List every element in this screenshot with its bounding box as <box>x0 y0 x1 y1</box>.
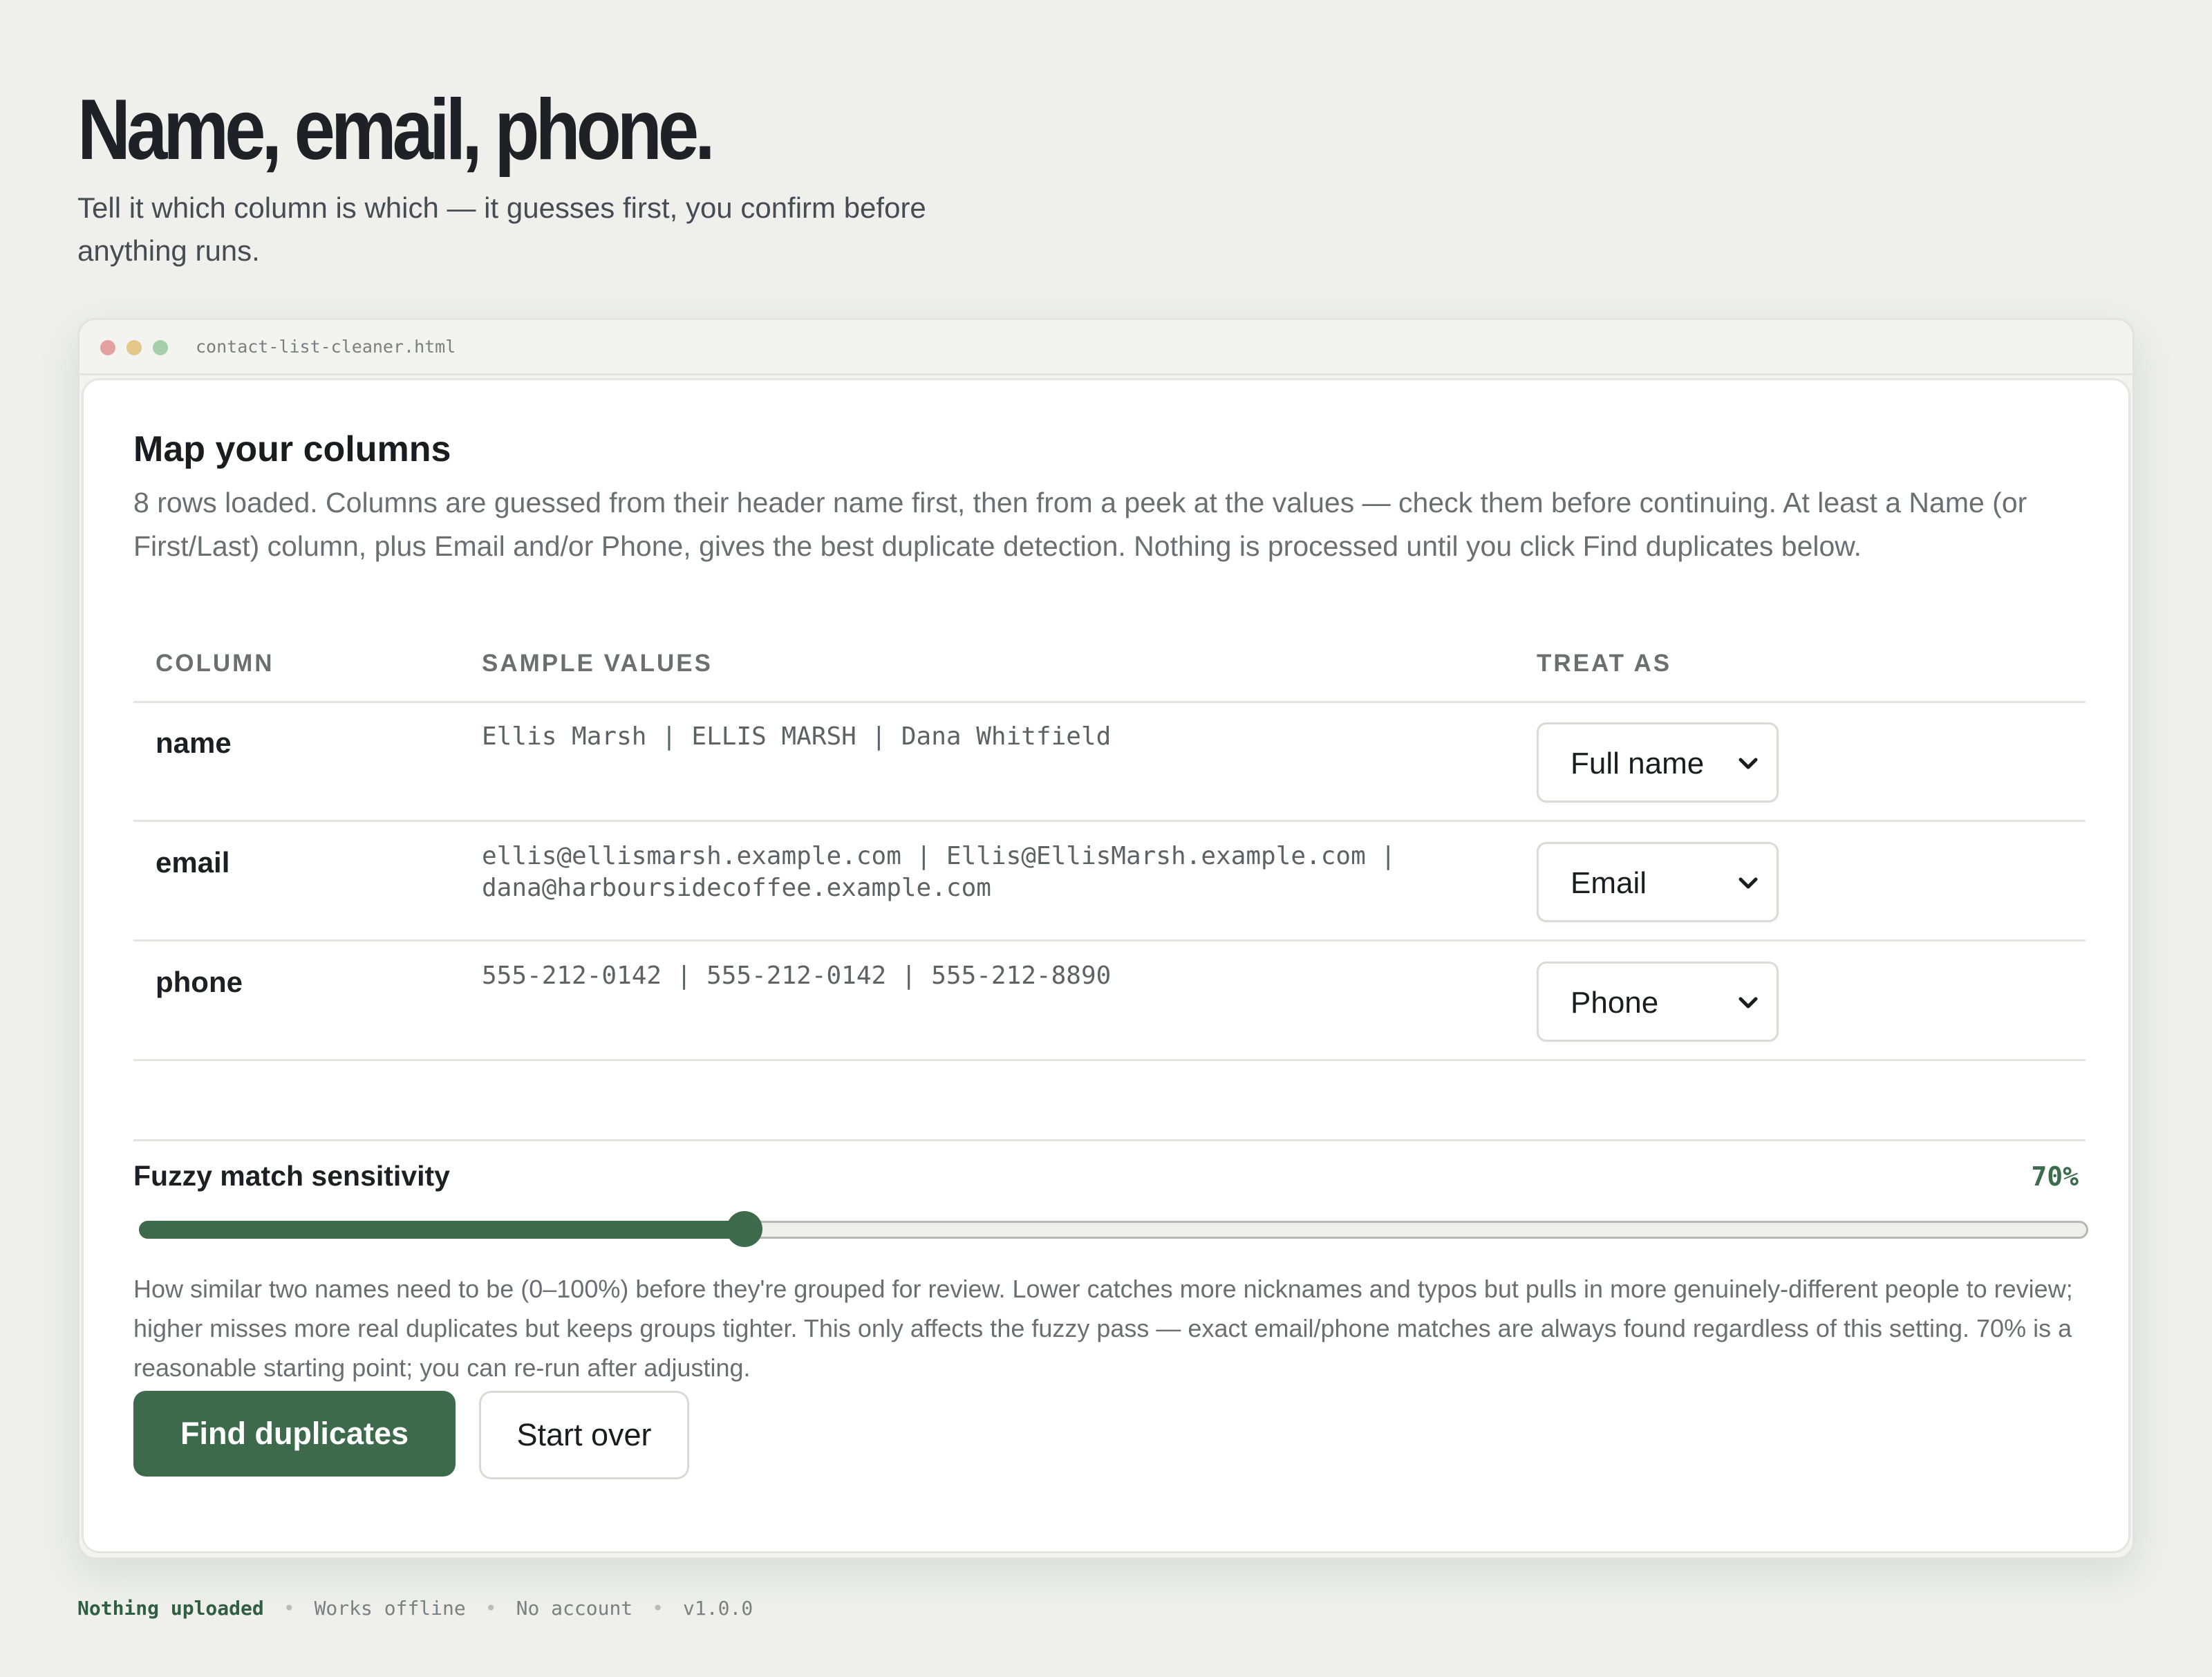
column-name: name <box>156 727 232 759</box>
fuzzy-sensitivity-value: 70% <box>2031 1161 2079 1192</box>
card-description: 8 rows loaded. Columns are guessed from their header name first, then from a peek at the values — check them before continuing. At least a Name (or First/Last) column, plus Email and/or Phone, gives the best duplicate detection. Nothing is processed until you click Find duplicates below. <box>133 487 2027 562</box>
column-name: email <box>156 846 230 879</box>
footer-separator: • <box>283 1597 295 1620</box>
window-close-dot <box>100 340 115 355</box>
treat-as-select-phone[interactable] <box>1537 962 1779 1042</box>
page-title: Name, email, phone. <box>77 82 711 178</box>
slider-thumb[interactable] <box>727 1211 762 1247</box>
footer-version: v1.0.0 <box>683 1597 753 1620</box>
chevron-down-icon <box>1738 876 1759 891</box>
table-row <box>133 823 2086 941</box>
header-column: COLUMN <box>156 650 274 677</box>
select-value: Email <box>1571 866 1647 900</box>
header-treat-as: TREAT AS <box>1537 650 1672 677</box>
footer-separator: • <box>485 1597 497 1620</box>
slider-fill <box>139 1221 744 1239</box>
treat-as-select-email[interactable] <box>1537 842 1779 922</box>
footer-works-offline: Works offline <box>314 1597 466 1620</box>
sample-values: 555-212-0142 | 555-212-0142 | 555-212-8890 <box>482 962 1112 990</box>
window-minimize-dot <box>126 340 142 355</box>
footer-separator: • <box>652 1597 664 1620</box>
fuzzy-sensitivity-help: How similar two names need to be (0–100%) before they're grouped for review. Lower catches more nicknames and typos but pulls in more genuinely-different people to review; higher misses more real duplicates but keeps groups tighter. This only affects the fuzzy pass — exact email/phone matches are always found regardless of this setting. 70% is a reasonable starting point; you can re-run after adjusting. <box>133 1275 2073 1382</box>
chevron-down-icon <box>1738 756 1759 771</box>
sample-values: Ellis Marsh | ELLIS MARSH | Dana Whitfield <box>482 722 1112 751</box>
header-sample-values: SAMPLE VALUES <box>482 650 713 677</box>
window-filename: contact-list-cleaner.html <box>196 337 456 357</box>
sample-values: ellis@ellismarsh.example.com | Ellis@EllisMarsh.example.com | dana@harboursidecoffee.example.com <box>482 842 1396 902</box>
column-mapping-card <box>82 378 2130 1553</box>
footer <box>77 1597 753 1620</box>
window-titlebar <box>79 320 2133 375</box>
start-over-button[interactable]: Start over <box>479 1391 689 1479</box>
table-row <box>133 703 2086 822</box>
table-row <box>133 942 2086 1061</box>
select-value: Phone <box>1571 986 1659 1020</box>
window-maximize-dot <box>153 340 168 355</box>
app-window <box>77 318 2135 1559</box>
select-value: Full name <box>1571 747 1705 780</box>
section-divider <box>133 1139 2086 1141</box>
treat-as-select-name[interactable] <box>1537 722 1779 803</box>
fuzzy-sensitivity-label: Fuzzy match sensitivity <box>133 1160 450 1192</box>
footer-no-account: No account <box>516 1597 633 1620</box>
chevron-down-icon <box>1738 995 1759 1011</box>
page-subtitle: Tell it which column is which — it guesses first, you confirm before anything runs. <box>77 191 926 267</box>
fuzzy-sensitivity-slider[interactable] <box>139 1210 2088 1248</box>
footer-nothing-uploaded: Nothing uploaded <box>77 1597 264 1620</box>
find-duplicates-button[interactable]: Find duplicates <box>133 1391 456 1477</box>
column-name: phone <box>156 966 243 998</box>
card-title: Map your columns <box>133 429 451 469</box>
